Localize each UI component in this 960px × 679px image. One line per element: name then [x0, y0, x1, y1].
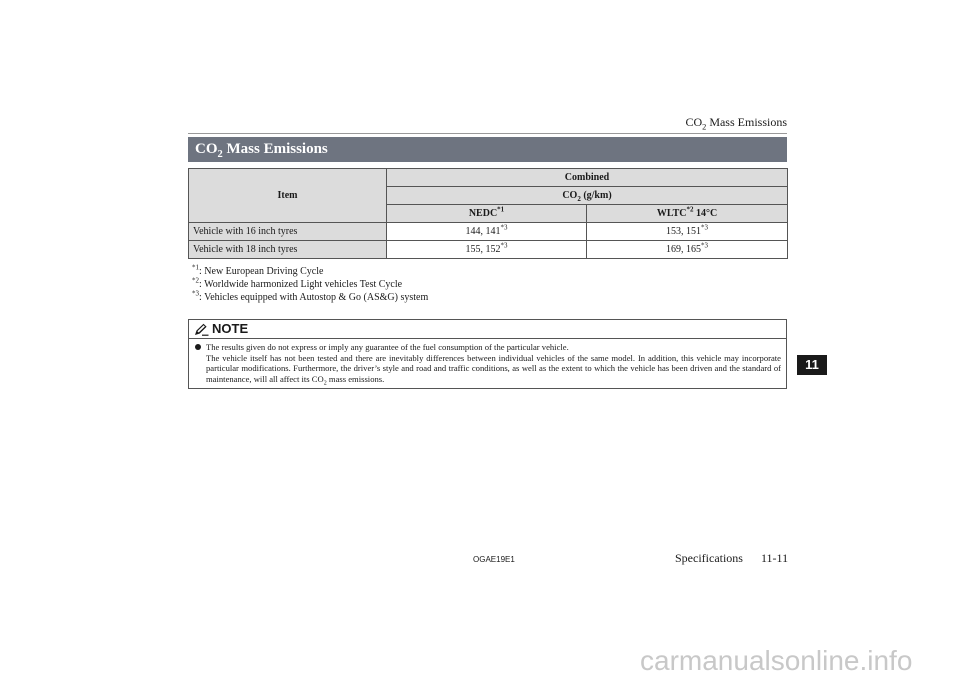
note-paragraph: The vehicle itself has not been tested and there are inevitably differences between individual vehicles of the same model. In addition, this vehicle may incorporate particular modifications. Furthermore, the driver’s style and road and traffic conditions, as well as the extent to which the vehicle has been driven and the standard of maintenance, will all affect its $CO_2$ mass emissions.: [206, 352, 781, 387]
bullet-icon: [195, 344, 201, 350]
watermark: carmanualsonline.info: [640, 645, 913, 676]
table-row: [189, 241, 788, 259]
note-line: The results given do not express or imply any guarantee of the fuel consumption of the particular vehicle.: [195, 342, 781, 353]
nedc-value: 155, 152$^{*3}$: [387, 241, 587, 259]
wltc-value: 153, 151$^{*3}$: [587, 223, 788, 241]
wltc-header: WLTC$^{*2}$ 14°C: [587, 205, 788, 223]
page-number: 11-11: [761, 551, 789, 565]
nedc-header: NEDC$^{*1}$: [387, 205, 587, 223]
footnotes: [192, 265, 428, 304]
note-box: [188, 319, 787, 389]
footnote: $^{*1}$: New European Driving Cycle: [192, 263, 324, 277]
nedc-value: 144, 141$^{*3}$: [387, 223, 587, 241]
footer-section-name: Specifications: [675, 551, 743, 565]
item-header: Item: [189, 169, 387, 223]
row-item: Vehicle with 16 inch tyres: [189, 223, 387, 241]
row-item: Vehicle with 18 inch tyres: [189, 241, 387, 259]
header-rule: [188, 133, 787, 134]
footnote: $^{*3}$: Vehicles equipped with Autostop & Go (AS&G) system: [192, 289, 429, 303]
combined-header: Combined: [387, 169, 788, 187]
co2-emissions-table: [188, 168, 788, 259]
section-title-bar: $CO_2$ Mass Emissions: [188, 137, 787, 162]
footnote: $^{*2}$: Worldwide harmonized Light vehicles Test Cycle: [192, 276, 403, 290]
note-header: [189, 320, 786, 339]
doc-code: OGAE19E1: [473, 555, 515, 564]
chapter-tab: 11: [797, 355, 827, 375]
running-header: $CO_2$ Mass Emissions: [685, 115, 787, 132]
table-row: [189, 223, 788, 241]
note-label: NOTE: [212, 321, 249, 336]
unit-header: $CO_2$ (g/km): [387, 187, 788, 205]
wltc-value: 169, 165$^{*3}$: [587, 241, 788, 259]
note-text: [195, 342, 781, 387]
note-pencil-icon: [194, 323, 209, 336]
